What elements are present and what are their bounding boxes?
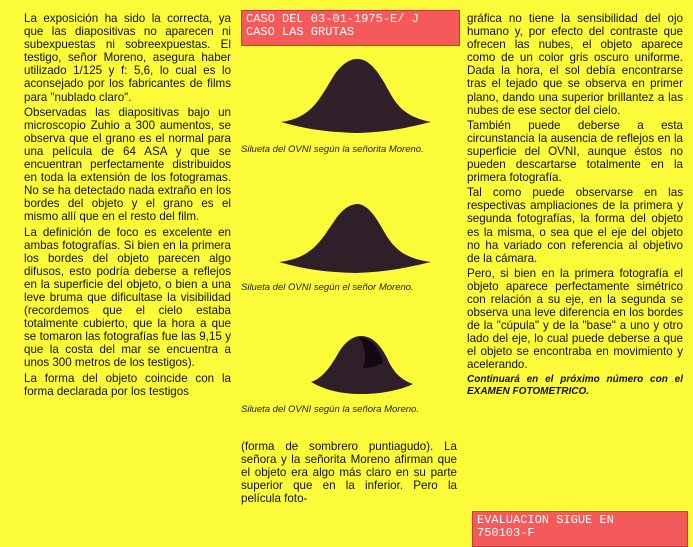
figure-silhouette-2 (241, 196, 457, 293)
footer-line1: EVALUACION SIGUE EN (477, 513, 614, 527)
caption-2: Silueta del OVNI según el señor Moreno. (241, 282, 414, 293)
caption-1: Silueta del OVNI según la señorita Moreno. (241, 144, 424, 155)
caption-3: Silueta del OVNI según la señora Moreno. (241, 404, 419, 415)
ufo-silhouette-2-image (241, 196, 457, 282)
paragraph-microscope: Observadas las diapositivas bajo un microscopio Zuhio a 300 aumentos, se observa que el grano es el normal para una película de 64 ASA y que se encuentran perfectamente distribuidos en toda la extensión de los fotogramas. No se ha detectado nada extraño en los bordes del objeto y el grano es el mismo allí que en el resto del film. (24, 105, 231, 224)
ufo-silhouette-3-image (241, 322, 457, 402)
footer-line2: 750103-F (477, 526, 535, 540)
paragraph-sensitivity: gráfica no tiene la sensibilidad del ojo humano y, por efecto del contraste que ofrecen las nubes, el objeto aparece como de un color gris oscuro uniforme. Dada la hora, el sol debía encontrarse tras el tejado que se observa en primer plano, dando una superior brillantez a las nubes de ese sector del cielo. (467, 12, 683, 117)
paragraph-axis: Tal como puede observarse en las respectivas ampliaciones de la primera y segunda fotografías, la forma del objeto es la misma, o sea que el eje del objeto no ha variado con referencia al objetivo de la cámara. (467, 186, 683, 265)
paragraph-shape: La forma del objeto coincide con la forma declarada por los testigos (24, 371, 231, 398)
paragraph-symmetry: Pero, si bien en la primera fotografía el objeto aparece perfectamente simétrico con relación a su eje, en la segunda se observa una leve diferencia en los bordes de la "cúpula" y de la "base" a uno y otro lado del eje, lo cual puede deberse a que el objeto se encontraba en movimiento y acelerando. (467, 266, 683, 372)
paragraph-reflections: También puede deberse a esta circunstancia la ausencia de reflejos en la superficie del OVNI, aunque éstos no pueden descartarse totalmente en la primera fotografía. (467, 118, 683, 185)
paragraph-focus: La definición de foco es excelente en ambas fotografías. Si bien en la primera los bordes del objeto parecen algo difusos, esto podría deberse a reflejos en la superficie del objeto, o bien a una leve bruma que dificultase la visibilidad (recordemos que el cielo estaba totalmente cubierto, que la hora a que se tomaron las fotografías fue las 9,15 y que la costa del mar se encuentra a unos 300 metros de los testigos). (24, 225, 231, 370)
paragraph-exposure: La exposición ha sido la correcta, ya que las diapositivas no aparecen ni subexpuestas ni sobreexpuestas. El testigo, señor Moreno, asegura haber utilizado 1/125 y f: 5,6, lo cual es lo aconsejado por los fabricantes de films para "nublado claro". (24, 12, 231, 104)
header-case-label (241, 10, 460, 46)
footer-evaluation-label (472, 511, 688, 547)
figure-silhouette-3 (241, 322, 457, 415)
left-column (24, 12, 231, 400)
figure-silhouette-1 (241, 42, 457, 155)
right-column (467, 12, 683, 400)
header-case-line1: CASO DEL 03-01-1975-E/ J (246, 12, 419, 26)
continued-note: Continuará en el próximo número con el EXAMEN FOTOMETRICO. (467, 373, 683, 397)
ufo-silhouette-1-image (241, 42, 457, 142)
header-case-line2: CASO LAS GRUTAS (246, 25, 355, 39)
middle-column-text: (forma de sombrero puntiagudo). La señora y la señorita Moreno afirman que el objeto era algo más claro en su parte superior que en la inferior. Pero la película foto- (241, 440, 457, 506)
